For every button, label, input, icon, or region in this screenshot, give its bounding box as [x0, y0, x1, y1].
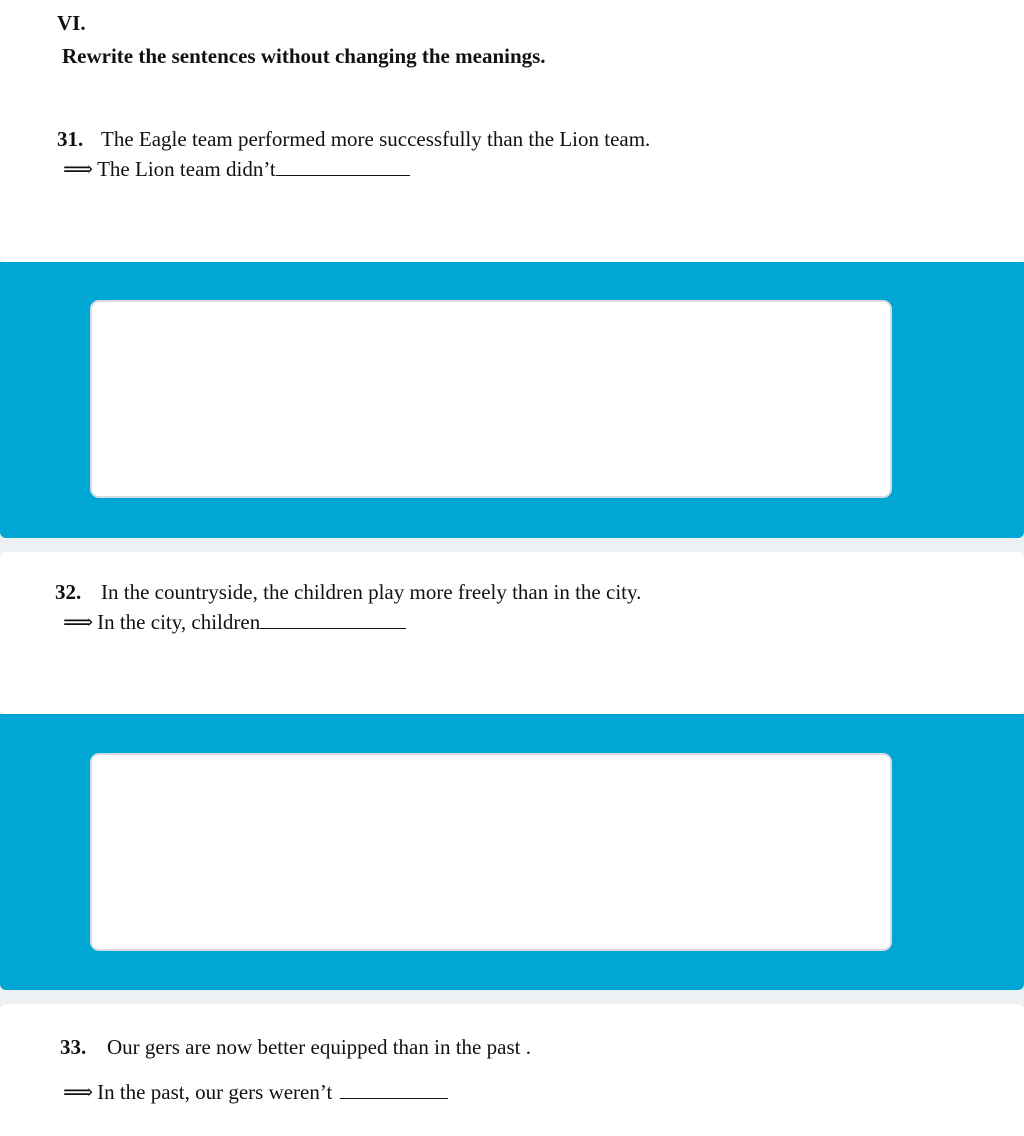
- question-card-32: [0, 552, 1024, 714]
- question-33-prompt-line: [63, 1079, 448, 1104]
- answer-input-31[interactable]: [90, 300, 892, 498]
- question-33-blank: [340, 1079, 448, 1099]
- question-33-number: 33.: [60, 1035, 87, 1059]
- arrow-right-icon: ⟹: [63, 610, 94, 634]
- section-number: VI.: [57, 11, 86, 35]
- question-31-prompt: The Lion team didn’t: [97, 157, 276, 181]
- question-32-line: [55, 580, 641, 604]
- question-31-line: [57, 127, 650, 151]
- arrow-right-icon: ⟹: [63, 157, 94, 181]
- question-31-blank: [276, 156, 410, 176]
- question-32-prompt: In the city, children: [97, 610, 261, 634]
- question-33-prompt: In the past, our gers weren’t: [97, 1080, 333, 1104]
- question-33-line: [60, 1035, 531, 1059]
- section-instruction: Rewrite the sentences without changing the meanings.: [62, 44, 546, 68]
- question-32-sentence: In the countryside, the children play more freely than in the city.: [101, 580, 642, 604]
- arrow-right-icon: ⟹: [63, 1080, 94, 1104]
- question-card-33: [0, 1004, 1024, 1136]
- question-33-sentence: Our gers are now better equipped than in the past .: [107, 1035, 531, 1059]
- question-32-number: 32.: [55, 580, 82, 604]
- question-31-number: 31.: [57, 127, 84, 151]
- question-32-prompt-line: [63, 609, 406, 634]
- question-31-prompt-line: [63, 156, 410, 181]
- answer-input-32[interactable]: [90, 753, 892, 951]
- question-31-sentence: The Eagle team performed more successfully than the Lion team.: [101, 127, 651, 151]
- question-32-blank: [260, 609, 406, 629]
- question-card-31: [0, 0, 1024, 262]
